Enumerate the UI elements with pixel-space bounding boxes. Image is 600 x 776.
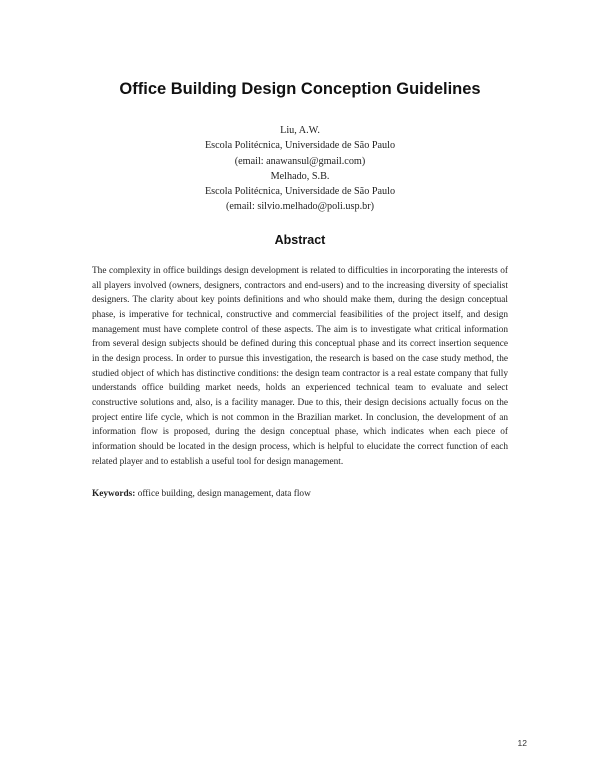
paper-title: Office Building Design Conception Guidelines [119,80,481,98]
author-affiliation: Escola Politécnica, Universidade de São Paulo [204,140,396,152]
keywords-line [92,487,508,501]
page-number: 12 [517,738,527,748]
keywords-label: Keywords: [92,489,136,499]
abstract-body: The complexity in office buildings design development is related to difficulties in incorporating the interests of all players involved (owners, designers, contractors and end-users) and to the increasing diversity of specialist designers. The clarity about key points definitions and who should make them, during the design conceptual phase, is imperative for technical, constructive and commercial feasibilities of the project itself, and design management must have complete control of these aspects. The aim is to investigate what critical information from several design subjects should be defined during this conceptual phase and its correct insertion sequence in the design process. In order to pursue this investigation, the research is based on the case study method, the studied object of which has distinctive conditions: the design team contractor is a real estate company that fully understands office building market needs, holds an experienced technical team to evaluate and select constructive solutions and, also, is a facility manager. Due to this, their design decisions actually focus on the project entire life cycle, which is not common in the Brazilian market. In conclusion, the development of an information flow is proposed, during the design conceptual phase, which indicates when each piece of information should be located in the design process, which is helpful to elucidate the correct function of each related player and to establish a useful tool for design management. [92,266,508,467]
author-email: (email: silvio.melhado@poli.usp.br) [225,201,375,213]
abstract-heading: Abstract [274,233,326,247]
author-name: Liu, A.W. [280,125,320,136]
author-affiliation: Escola Politécnica, Universidade de São Paulo [204,186,396,198]
author-block [0,123,600,215]
author-name: Melhado, S.B. [270,170,330,182]
keywords-list: office building, design management, data flow [137,489,311,499]
author-email: (email: anawansul@gmail.com) [234,155,366,167]
